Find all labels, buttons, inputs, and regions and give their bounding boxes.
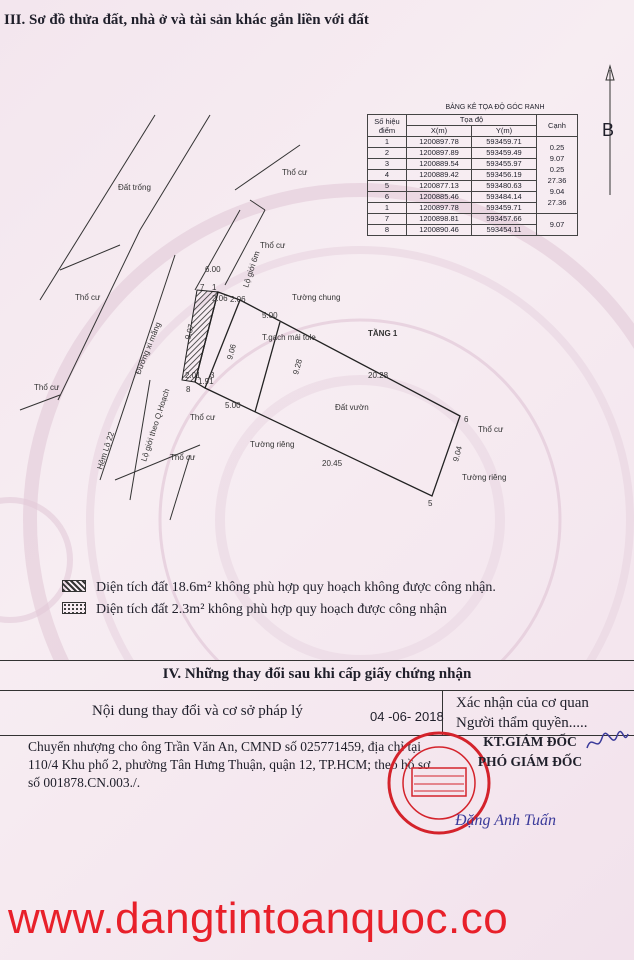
point-label: 8 [186, 385, 191, 394]
dim: 9.04 [451, 445, 464, 463]
header-x: X(m) [407, 126, 472, 137]
signature-title: KT.GIÁM ĐỐC PHÓ GIÁM ĐỐC [477, 734, 583, 769]
dim: 20.45 [322, 459, 343, 468]
table-row: 8 1200890.46 593454.11 [368, 225, 578, 236]
header-edge: Cạnh [537, 115, 578, 137]
table-row: 4 1200889.42 593456.19 [368, 170, 578, 181]
table-row: 7 1200898.81 593457.66 9.07 [368, 214, 578, 225]
header-y: Y(m) [472, 126, 537, 137]
signature-icon [582, 728, 632, 758]
table-row: 1 1200897.78 593459.71 0.25 9.07 0.25 27.36 9.04 27.36 [368, 137, 578, 148]
point-label: 1 [212, 283, 217, 292]
signer-name: Đặng Anh Tuấn [455, 812, 557, 829]
label-tuong-chung: Tường chung [292, 293, 341, 302]
table-title: BẢNG KÊ TỌA ĐỘ GÓC RANH [445, 104, 545, 111]
stamp-date: 04 -06- 2018 [370, 709, 444, 724]
dim: 5.00 [262, 311, 278, 320]
label-dat-trong: Đất trống [118, 183, 151, 192]
label-mai-tole: T.gạch mái tole [262, 333, 316, 342]
table-row: 3 1200889.54 593455.97 [368, 159, 578, 170]
table-row: 2 1200897.89 593459.49 [368, 148, 578, 159]
header-point: Số hiệu điểm [368, 115, 407, 137]
label-tang1: TẦNG 1 [368, 329, 398, 338]
dim: 2.06 [212, 294, 228, 303]
table-row: 5 1200877.13 593480.63 [368, 181, 578, 192]
point-label: 3 [210, 371, 215, 380]
label-dat-vuon: Đất vườn [335, 403, 369, 412]
label-tho-cu-4: Thổ cư [34, 383, 60, 392]
dim: 20.28 [368, 371, 389, 380]
dim: 9.06 [225, 343, 238, 361]
section-4-border [0, 660, 634, 661]
label-tho-cu-6: Thổ cư [170, 453, 196, 462]
legend-item-hatched: Diện tích đất 18.6m² không phù hợp quy hoạch không được công nhận. [62, 580, 496, 596]
point-label: 5 [428, 499, 433, 508]
label-tho-cu-2: Thổ cư [260, 241, 286, 250]
label-tho-cu-5: Thổ cư [190, 413, 216, 422]
dim: 2.01 [185, 371, 201, 380]
divider [0, 690, 634, 691]
dim: 2.06 [230, 295, 246, 304]
dim: 9.28 [291, 358, 304, 376]
section-3-title: III. Sơ đồ thửa đất, nhà ở và tài sản khác gắn liền với đất [4, 12, 369, 28]
column-header-content: Nội dung thay đổi và cơ sở pháp lý [92, 703, 303, 719]
label-duong-xi-mang: Đường xi măng [133, 320, 163, 376]
dim: 6.00 [205, 265, 221, 274]
dots-swatch-icon [62, 602, 86, 614]
label-lo-gioi: Lộ giới 6m [241, 249, 262, 289]
column-header-confirm: Xác nhận của cơ quan Người thẩm quyền..... [456, 695, 589, 731]
label-tho-cu-1: Thổ cư [282, 168, 308, 177]
label-tho-cu-3: Thổ cư [75, 293, 101, 302]
point-label: 6 [464, 415, 469, 424]
watermark-url: www.dangtintoanquoc.co [8, 894, 509, 943]
label-hem: Hẻm Lộ 22 [95, 430, 116, 471]
label-tuong-rieng-2: Tường riêng [462, 473, 507, 482]
table-row: 6 1200885.46 593484.14 [368, 192, 578, 203]
label-lo-gioi-qh: Lộ giới theo Q.Hoạch [139, 387, 172, 463]
hatch-swatch-icon [62, 580, 86, 592]
change-content: Chuyển nhượng cho ông Trần Văn An, CMND số 025771459, địa chỉ tại 110/4 Khu phố 2, phường Tân Hưng Thuận, quận 12, TP.HCM; theo hồ sơ số 001878.CN.003./. [28, 739, 431, 790]
header-coord: Tọa độ [407, 115, 537, 126]
north-label: B [602, 120, 615, 140]
dim: 9.07 [183, 323, 196, 341]
dim: 1.91 [198, 377, 214, 386]
section-4-title: IV. Những thay đổi sau khi cấp giấy chứng nhận [162, 666, 472, 682]
point-label: 7 [200, 283, 205, 292]
label-tho-cu-7: Thổ cư [478, 425, 504, 434]
dim: 5.00 [225, 401, 241, 410]
table-row: 1 1200897.78 593459.71 [368, 203, 578, 214]
legend-item-dotted: Diện tích đất 2.3m² không phù hợp quy hoạch được công nhận [62, 602, 447, 618]
label-tuong-rieng-1: Tường riêng [250, 440, 295, 449]
